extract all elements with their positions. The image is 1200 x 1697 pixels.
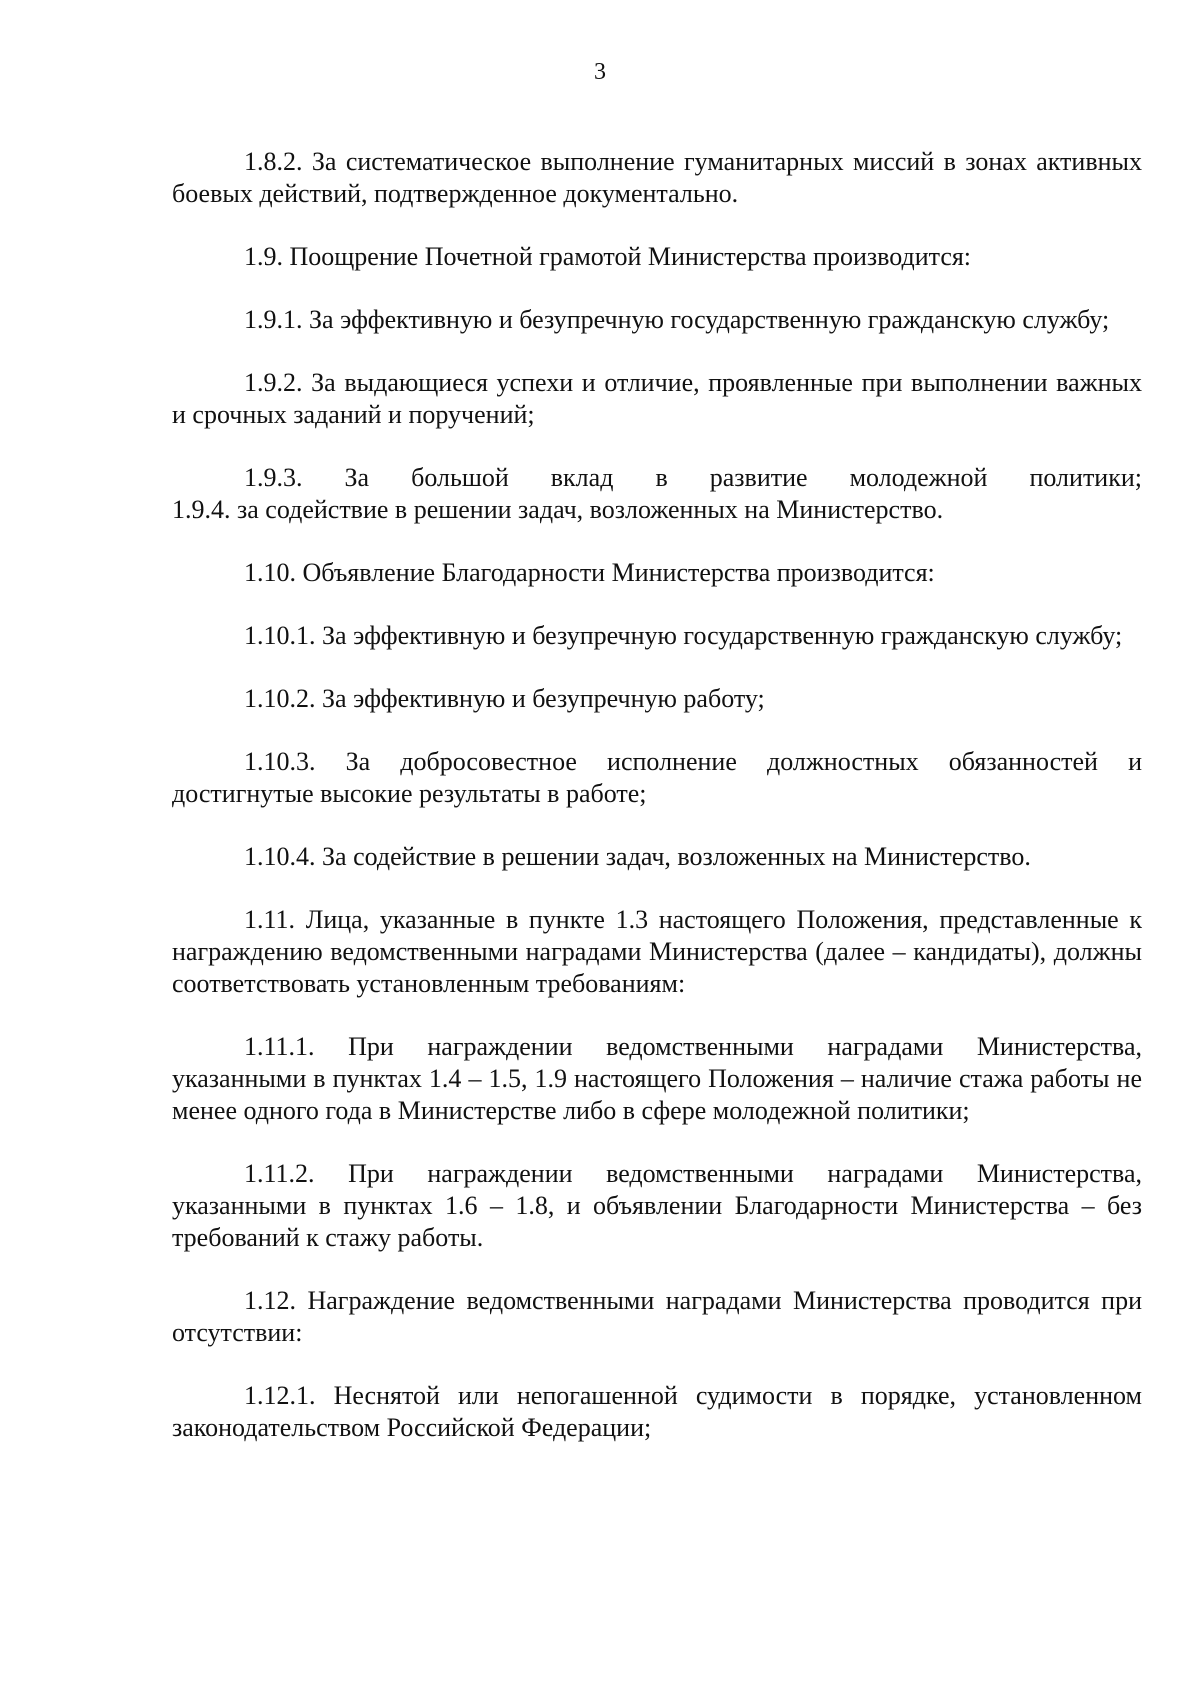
- paragraph-1-10-2: 1.10.2. За эффективную и безупречную работу;: [244, 684, 765, 713]
- paragraph-1-10-4: 1.10.4. За содействие в решении задач, возложенных на Министерство.: [244, 842, 1031, 871]
- paragraph-1-10: 1.10. Объявление Благодарности Министерства производится:: [244, 558, 935, 587]
- paragraph-1-11-2: 1.11.2. При награждении ведомственными наградами Министерства, указанными в пунктах 1.6 – 1.8, и объявлении Благодарности Министерства – без требований к стажу работы.: [172, 1159, 1142, 1252]
- page-number: 3: [594, 59, 606, 85]
- paragraph-1-9-4-line: 1.9.4. за содействие в решении задач, возложенных на Министерство.: [172, 495, 944, 524]
- paragraph-1-9-3-line: 1.9.3. За большой вклад в развитие молодежной политики;: [244, 463, 1142, 492]
- paragraph-1-10-3: 1.10.3. За добросовестное исполнение должностных обязанностей и достигнутые высокие результаты в работе;: [172, 747, 1142, 808]
- paragraph-1-9-2: 1.9.2. За выдающиеся успехи и отличие, проявленные при выполнении важных и срочных заданий и поручений;: [172, 368, 1142, 429]
- paragraph-1-9: 1.9. Поощрение Почетной грамотой Министерства производится:: [244, 242, 972, 271]
- document-body: [172, 146, 1142, 1475]
- paragraph-1-9-1: 1.9.1. За эффективную и безупречную государственную гражданскую службу;: [244, 305, 1110, 334]
- paragraph-1-9-3: [172, 462, 1142, 526]
- paragraph-1-11: 1.11. Лица, указанные в пункте 1.3 настоящего Положения, представленные к награждению ведомственными наградами Министерства (далее – кандидаты), должны соответствовать установленным требованиям:: [172, 905, 1142, 998]
- paragraph-1-10-1: 1.10.1. За эффективную и безупречную государственную гражданскую службу;: [244, 621, 1123, 650]
- paragraph-1-8-2: 1.8.2. За систематическое выполнение гуманитарных миссий в зонах активных боевых действий, подтвержденное документально.: [172, 147, 1142, 208]
- paragraph-1-12-1: 1.12.1. Неснятой или непогашенной судимости в порядке, установленном законодательством Российской Федерации;: [172, 1381, 1142, 1442]
- paragraph-1-11-1: 1.11.1. При награждении ведомственными наградами Министерства, указанными в пунктах 1.4 – 1.5, 1.9 настоящего Положения – наличие стажа работы не менее одного года в Министерстве либо в сфере молодежной политики;: [172, 1032, 1142, 1125]
- paragraph-1-12: 1.12. Награждение ведомственными наградами Министерства проводится при отсутствии:: [172, 1286, 1142, 1347]
